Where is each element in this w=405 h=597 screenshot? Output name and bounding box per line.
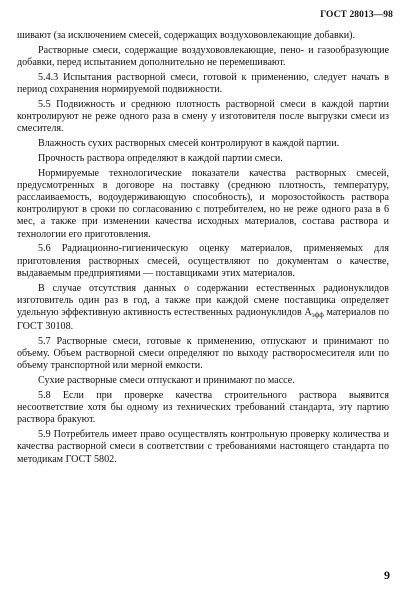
- radionuclides-text-before: В случае отсутствия данных о содержании естественных радионуклидов изготовитель один раз в год, а также при каждой смене поставщика определяет удельную эффективную активность естественных радионуклидов A: [17, 282, 389, 319]
- paragraph-5-7: 5.7 Растворные смеси, готовые к применению, отпускают и принимают по объему. Объем растворной смеси определяют по выходу растворосмесителя или по объему транспортной или мерной емкости.: [17, 336, 389, 372]
- paragraph-dry-mixes: Сухие растворные смеси отпускают и принимают по массе.: [38, 375, 295, 387]
- document-code-header: ГОСТ 28013—98: [320, 10, 393, 20]
- paragraph-5-9: 5.9 Потребитель имеет право осуществлять контрольную проверку количества и качества растворной смеси в соответствии с требованиями настоящего стандарта по методикам ГОСТ 5802.: [17, 429, 389, 465]
- paragraph-continuation: шивают (за исключением смесей, содержащих воздухововлекающие добавки).: [17, 30, 355, 41]
- paragraph-5-5: 5.5 Подвижность и среднюю плотность растворной смеси в каждой партии контролируют не реже одного раза в смену у изготовителя после выгрузки смеси из смесителя.: [17, 98, 389, 135]
- paragraph-strength: Прочность раствора определяют в каждой партии смеси.: [38, 152, 283, 164]
- radionuclides-text-after: материалов по ГОСТ 30108.: [17, 307, 389, 333]
- paragraph-5-4-3: 5.4.3 Испытания растворной смеси, готовой к применению, следует начать в период сохранения нормируемой подвижности.: [17, 71, 389, 95]
- paragraph-additives: Растворные смеси, содержащие воздухововлекающие, пено- и газообразующие добавки, перед испытанием дополнительно не перемешивают.: [17, 44, 389, 68]
- paragraph-humidity: Влажность сухих растворных смесей контролируют в каждой партии.: [38, 138, 340, 149]
- paragraph-5-6: 5.6 Радиационно-гигиеническую оценку материалов, применяемых для приготовления растворных смесей, осуществляют по документам о качестве, выдаваемым предприятиями — поставщиками этих материалов.: [17, 243, 389, 279]
- page-number: 9: [384, 568, 390, 582]
- document-body: [17, 30, 389, 468]
- paragraph-5-8: 5.8 Если при проверке качества строительного раствора выявится несоответствие хотя бы одному из технических требований стандарта, эту партию раствора бракуют.: [17, 390, 389, 426]
- effective-activity-subscript: эфф: [311, 311, 324, 320]
- paragraph-radionuclides: [17, 283, 389, 334]
- paragraph-normative-indicators: Нормируемые технологические показатели качества растворных смесей, предусмотренных в договоре на поставку (среднюю плотность, температуру, расслаиваемость, водоудерживающую способность), и морозостойкость раствора контролируют в сроки по согласованию с потребителем, но не реже одного раза в 6 мес, а также при изменении качества исходных материалов, состава раствора и технологии его приготовления.: [17, 167, 389, 240]
